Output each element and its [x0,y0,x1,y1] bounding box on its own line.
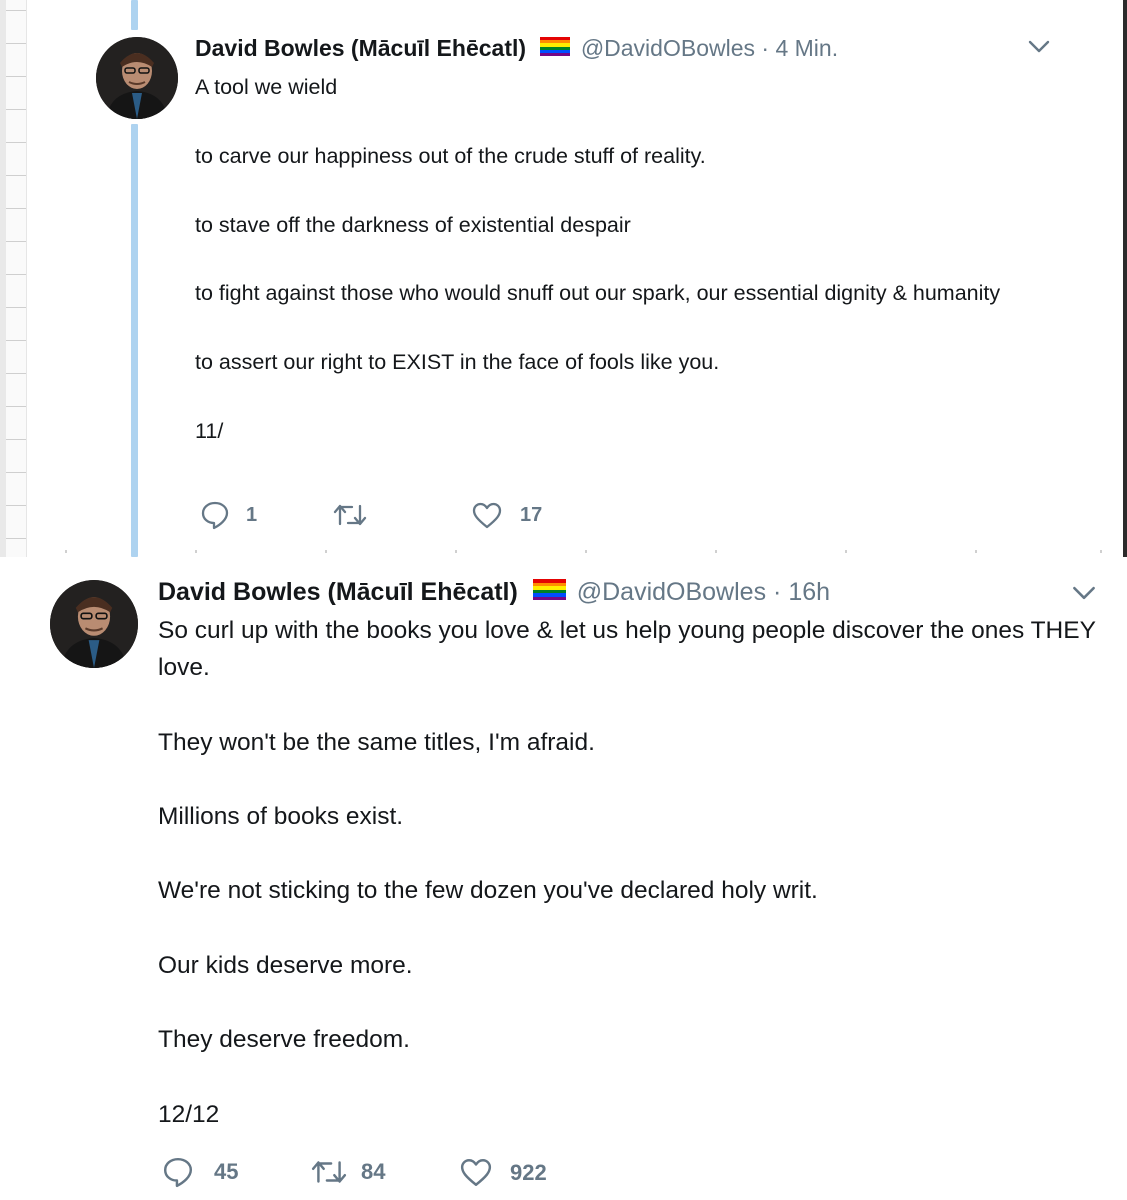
divider-dot [455,550,457,553]
retweet-icon [311,1158,347,1186]
like-count: 17 [520,504,543,526]
reply-button[interactable] [200,500,257,530]
avatar[interactable] [50,580,138,668]
tweet-text [195,70,1075,448]
thread-line-upper [131,0,138,30]
reply-count: 1 [246,503,258,526]
timestamp[interactable]: 16h [788,578,831,606]
tweet-header [158,579,830,605]
reply-icon [162,1156,194,1188]
like-button[interactable] [460,1158,547,1187]
divider-dot [585,550,587,553]
divider-dot [715,550,717,553]
divider-dot [65,550,67,553]
reply-count: 45 [214,1159,239,1184]
divider-dot [845,550,847,553]
avatar[interactable] [96,37,178,119]
retweet-button[interactable] [311,1158,385,1186]
rainbow-flag-icon [540,37,570,56]
tweet-text [158,612,1108,1133]
divider-dot [195,550,197,553]
tweet-text-content: A tool we wield to carve our happiness out of the crude stuff of reality. to stave off the darkness of existential despair to fight against those who would snuff out our spark, our essential dignity & humanity to assert our right to EXIST in the face of fools like you. 11/ [195,75,1001,444]
like-count: 922 [510,1159,547,1185]
like-button[interactable] [472,502,542,529]
tweet-text-content: So curl up with the books you love & let us help young people discover the ones THEY love. They won't be the same titles, I'm afraid. Millions of books exist. We're not sticking to the few dozen you've declared holy writ. Our kids deserve more. They deserve freedom. 12/12 [158,617,1096,1128]
divider-dot [975,550,977,553]
like-icon [472,502,502,529]
window-edge-right [1123,0,1127,557]
chevron-down-icon[interactable] [1028,40,1050,59]
user-handle[interactable]: @DavidOBowles [576,578,767,606]
divider-dots [0,550,1127,553]
profile-photo-icon [96,37,178,119]
reply-icon [200,500,230,530]
retweet-button[interactable] [333,502,379,528]
separator-dot: · [773,578,789,606]
separator-dot: · [761,35,776,61]
like-icon [460,1158,492,1187]
rainbow-flag-icon [533,579,566,600]
chevron-down-icon[interactable] [1072,586,1096,606]
profile-photo-icon [50,580,138,668]
retweet-count: 84 [361,1159,386,1184]
thread-line-lower [131,124,138,557]
window-edge [0,0,6,557]
display-name[interactable]: David Bowles (Mācuīl Ehēcatl) [195,35,527,61]
timestamp[interactable]: 4 Min. [775,35,839,61]
reply-button[interactable] [162,1156,238,1188]
tweet-header [195,37,838,60]
retweet-icon [333,502,367,528]
user-handle[interactable]: @DavidOBowles [580,35,755,61]
divider-dot [325,550,327,553]
display-name[interactable]: David Bowles (Mācuīl Ehēcatl) [158,578,518,606]
divider-dot [1100,550,1102,553]
